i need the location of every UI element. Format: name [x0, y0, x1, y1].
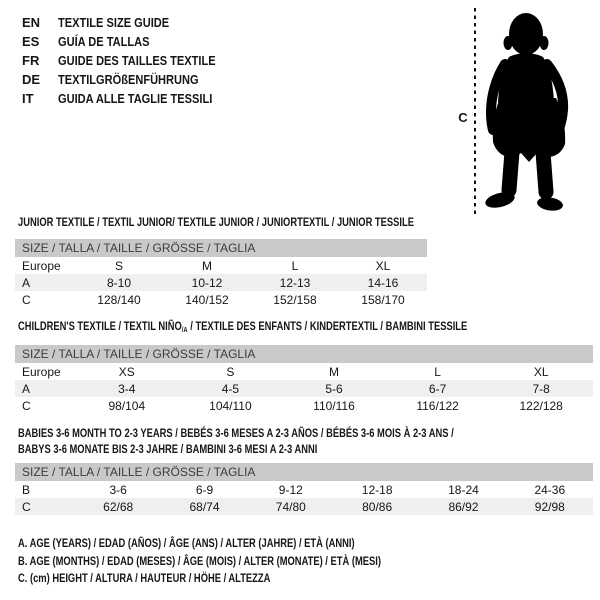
- children-section-title: CHILDREN'S TEXTILE / TEXTIL $NIÑO_{/A}$ / TEXTILE DES ENFANTS / KINDERTEXTIL / BAMBINI TESSILE: [18, 319, 468, 334]
- size-col: M: [328, 364, 339, 379]
- row-label: B: [22, 482, 31, 497]
- size-band-header: SIZE / TALLA / TAILLE / GRÖSSE / TAGLIA: [15, 345, 593, 363]
- value-cell: 116/122: [416, 398, 459, 413]
- value-cell: 4-5: [221, 381, 240, 396]
- value-cell: 104/110: [209, 398, 252, 413]
- value-cell: 5-6: [325, 381, 343, 396]
- value-cell: 9-12: [278, 482, 303, 497]
- table-row-c: [15, 498, 593, 515]
- value-cell: 6-9: [195, 482, 214, 497]
- size-band-header: SIZE / TALLA / TAILLE / GRÖSSE / TAGLIA: [15, 463, 593, 481]
- junior-size-table: [15, 239, 427, 308]
- children-size-table: [15, 345, 593, 414]
- value-cell: 86/92: [448, 499, 479, 514]
- size-col: M: [202, 258, 212, 273]
- size-band-header: SIZE / TALLA / TAILLE / GRÖSSE / TAGLIA: [15, 239, 427, 257]
- lang-label: TEXTILGRÖßENFÜHRUNG: [58, 72, 199, 87]
- row-label: Europe: [22, 364, 61, 379]
- value-cell: 74/80: [275, 499, 306, 514]
- size-col: XL: [375, 258, 391, 273]
- lang-label: GUÍA DE TALLAS: [58, 34, 150, 49]
- value-cell: 62/68: [103, 499, 134, 514]
- value-cell: 8-10: [106, 275, 132, 290]
- row-label: C: [22, 398, 31, 413]
- value-cell: 12-13: [279, 275, 311, 290]
- lang-row-de: [22, 70, 243, 89]
- value-cell: 152/158: [273, 292, 317, 307]
- legend-line-a: A. AGE (YEARS) / EDAD (AÑOS) / ÂGE (ANS) / ALTER (JAHRE) / ETÀ (ANNI): [18, 536, 355, 550]
- row-label: C: [22, 499, 31, 514]
- lang-code: IT: [22, 91, 34, 106]
- value-cell: 24-36: [534, 482, 566, 497]
- value-cell: 92/98: [534, 499, 565, 514]
- value-cell: 18-24: [448, 482, 479, 497]
- value-cell: 14-16: [367, 275, 399, 290]
- lang-code: DE: [22, 72, 41, 87]
- height-dashed-line: [474, 8, 476, 216]
- lang-label: GUIDA ALLE TAGLIE TESSILI: [58, 91, 213, 106]
- value-cell: 3-4: [118, 381, 136, 396]
- value-cell: 12-18: [361, 482, 393, 497]
- value-cell: 80/86: [362, 499, 393, 514]
- babies-section-title-line2: BABYS 3-6 MONATE BIS 2-3 JAHRE / BAMBINI 3-6 MESI A 2-3 ANNI: [18, 442, 318, 456]
- value-cell: 7-8: [532, 381, 550, 396]
- row-label: Europe: [22, 258, 61, 273]
- table-row-b: [15, 481, 593, 498]
- row-label: C: [22, 292, 31, 307]
- height-label-c: C: [458, 110, 468, 125]
- lang-code: ES: [22, 34, 40, 49]
- value-cell: 122/128: [519, 398, 563, 413]
- table-row-a: [15, 380, 593, 397]
- value-cell: 140/152: [185, 292, 229, 307]
- size-col: XS: [118, 364, 135, 379]
- legend-line-b: B. AGE (MONTHS) / EDAD (MESES) / ÂGE (MOIS) / ALTER (MONATE) / ETÀ (MESI): [18, 553, 381, 568]
- table-row-c: [15, 291, 427, 308]
- table-row-europe: [15, 363, 593, 380]
- measure-legend: [18, 536, 483, 589]
- language-list: [22, 13, 243, 108]
- junior-section-title: JUNIOR TEXTILE / TEXTIL JUNIOR/ TEXTILE JUNIOR / JUNIORTEXTIL / JUNIOR TESSILE: [18, 215, 414, 229]
- row-label: A: [22, 275, 31, 290]
- lang-row-en: [22, 13, 243, 32]
- legend-line-c: C. (cm) HEIGHT / ALTURA / HAUTEUR / HÖHE / ALTEZZA: [18, 571, 271, 585]
- lang-row-fr: [22, 51, 243, 70]
- value-cell: 6-7: [428, 381, 447, 396]
- size-col: S: [114, 258, 123, 273]
- lang-label: GUIDE DES TAILLES TEXTILE: [58, 53, 216, 68]
- value-cell: 128/140: [97, 292, 141, 307]
- lang-code: FR: [22, 53, 40, 68]
- value-cell: 110/116: [313, 398, 355, 413]
- nino-a-subscript: /A: [181, 325, 188, 334]
- size-col: S: [226, 364, 235, 379]
- value-cell: 3-6: [109, 482, 127, 497]
- size-col: L: [434, 364, 441, 379]
- lang-label: TEXTILE SIZE GUIDE: [58, 15, 170, 30]
- babies-size-table: [15, 463, 593, 515]
- lang-code: EN: [22, 15, 41, 30]
- size-col: XL: [533, 364, 549, 379]
- value-cell: 158/170: [361, 292, 405, 307]
- toddler-silhouette-icon: [484, 12, 572, 212]
- value-cell: 10-12: [191, 275, 223, 290]
- table-row-europe: [15, 257, 427, 274]
- lang-row-es: [22, 32, 243, 51]
- value-cell: 98/104: [108, 398, 146, 413]
- row-label: A: [22, 381, 31, 396]
- table-row-c: [15, 397, 593, 414]
- size-col: L: [291, 258, 299, 273]
- table-row-a: [15, 274, 427, 291]
- value-cell: 68/74: [189, 499, 220, 514]
- babies-section-title-line1: BABIES 3-6 MONTH TO 2-3 YEARS / BEBÉS 3-6 MESES A 2-3 AÑOS / BÉBÉS 3-6 MOIS À 2-3 ANS /: [18, 426, 454, 440]
- lang-row-it: [22, 89, 243, 108]
